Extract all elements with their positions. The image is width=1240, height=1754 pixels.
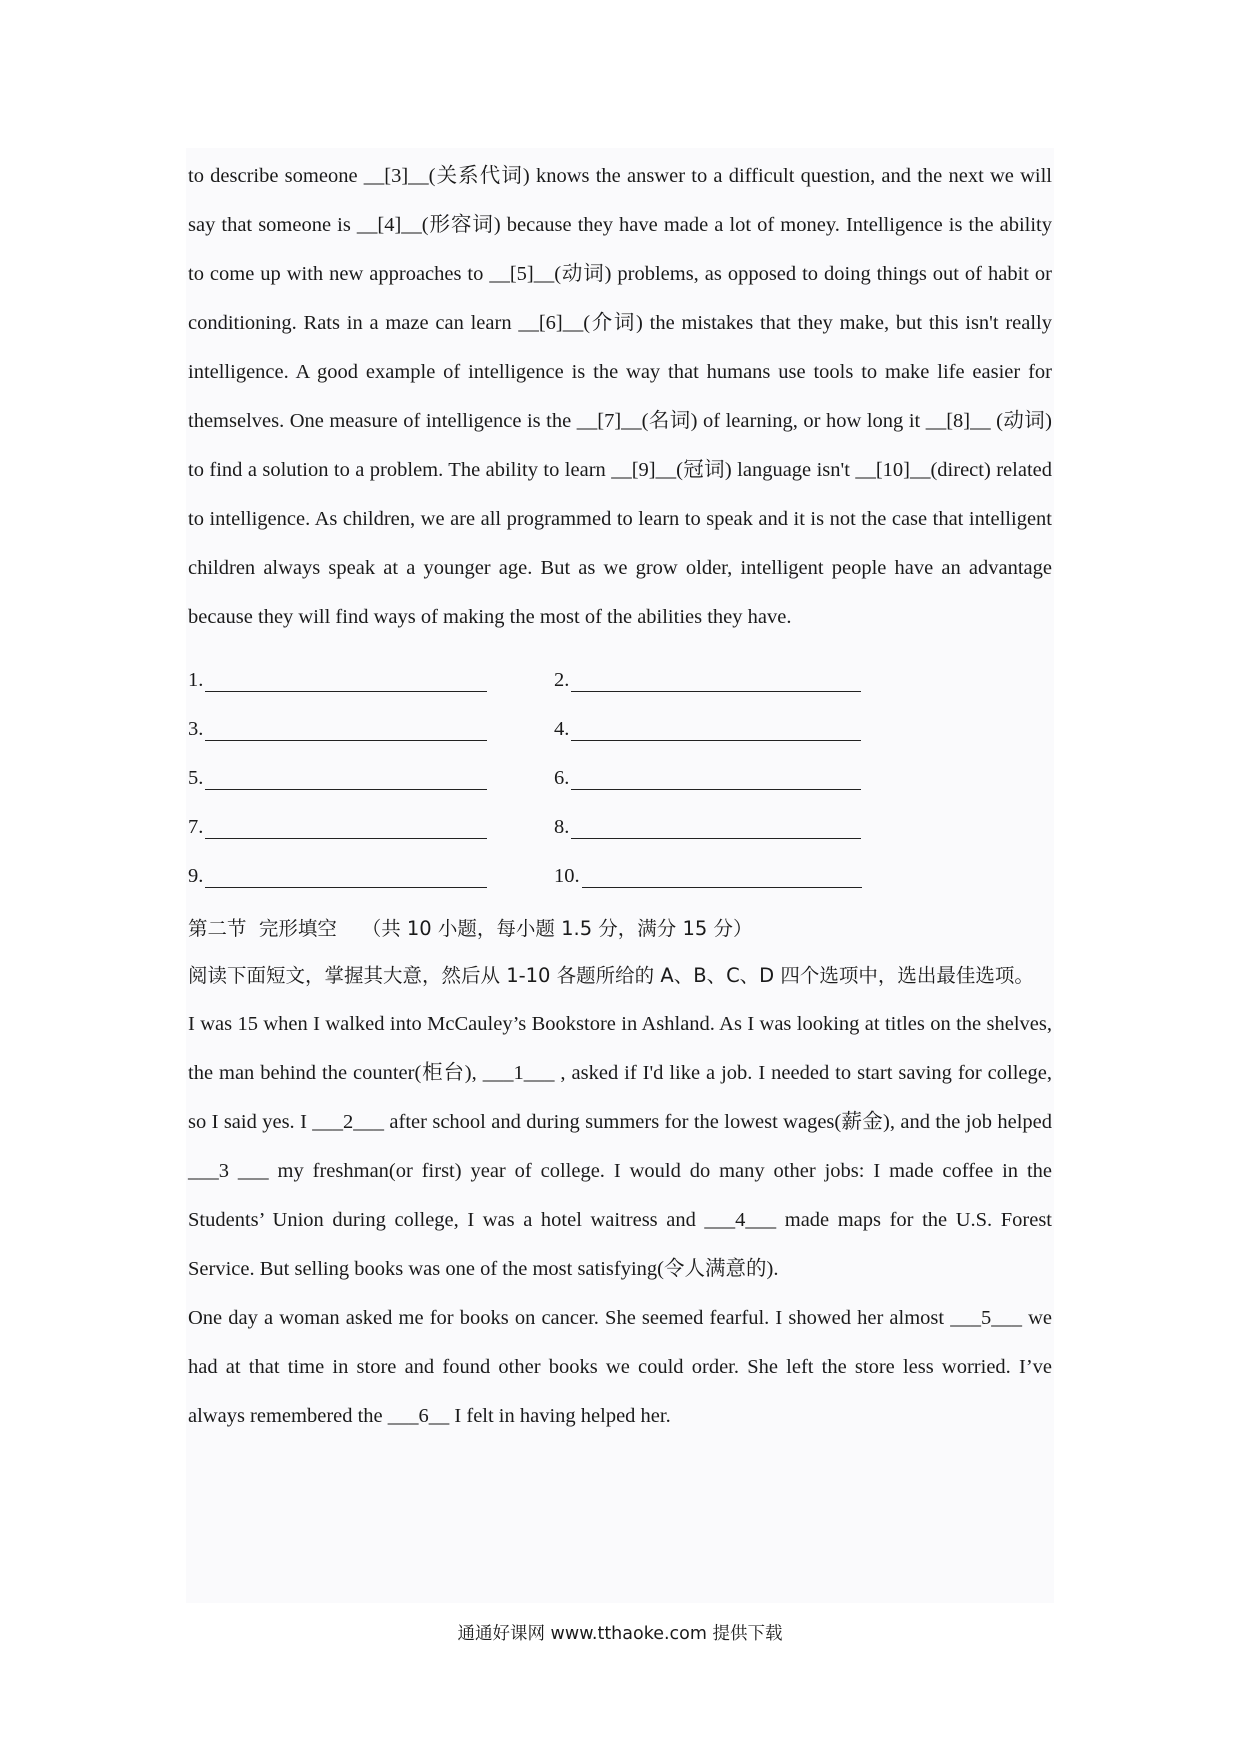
page-footer: 通通好课网 www.tthaoke.com 提供下载 <box>457 1624 783 1644</box>
answer-blank[interactable] <box>554 716 861 741</box>
answer-blank-number: 6. <box>554 767 570 789</box>
answer-blank-row <box>188 704 1052 753</box>
answer-blank-number: 8. <box>554 816 570 838</box>
answer-blank-line <box>571 814 861 839</box>
answer-blank[interactable] <box>188 863 554 888</box>
answer-blank-line <box>571 765 861 790</box>
answer-blank-number: 4. <box>554 718 570 740</box>
answer-blank[interactable] <box>188 716 554 741</box>
answer-blank-number: 1. <box>188 669 204 691</box>
answer-blank-line <box>205 716 487 741</box>
answer-blank-line <box>205 863 487 888</box>
answer-blank-number: 3. <box>188 718 204 740</box>
answer-blank-number: 10. <box>554 865 580 887</box>
answer-blank-line <box>571 716 861 741</box>
answer-blank-number: 7. <box>188 816 204 838</box>
answer-blank-row <box>188 802 1052 851</box>
answer-blank-line <box>571 667 861 692</box>
section-instruction: 阅读下面短文，掌握其大意，然后从 1-10 各题所给的 A、B、C、D 四个选项中，选出最佳选项。 <box>188 964 1034 987</box>
cloze-paragraph: One day a woman asked me for books on cancer. She seemed fearful. I showed her almost ___5___ we had at that time in store and found other books we could order. She left the store less worried. I’ve always remembered the ___6__ I felt in having helped her. <box>188 1307 1052 1427</box>
answer-blank[interactable] <box>554 667 861 692</box>
answer-blank-grid <box>188 655 1052 900</box>
answer-blank-row <box>188 655 1052 704</box>
section-title: 第二节 完形填空 （共 10 小题，每小题 1.5 分，满分 15 分） <box>188 917 753 940</box>
answer-blank-number: 2. <box>554 669 570 691</box>
answer-blank-row <box>188 753 1052 802</box>
answer-blank-line <box>205 765 487 790</box>
answer-blank[interactable] <box>554 863 862 888</box>
cloze-paragraph: I was 15 when I walked into McCauley’s Bookstore in Ashland. As I was looking at titles on the shelves, the man behind the counter(柜台), ___1___ , asked if I'd like a job. I needed to start saving for college, so I said yes. I ___2___ after school and during summers for the lowest wages(薪金), and the job helped ___3 ___ my freshman(or first) year of college. I would do many other jobs: I made coffee in the Students’ Union during college, I was a hotel waitress and ___4___ made maps for the U.S. Forest Service. But selling books was one of the most satisfying(令人满意的). <box>188 1013 1052 1280</box>
passage-paragraph: to describe someone __[3]__(关系代词) knows the answer to a difficult question, and the next we will say that someone is __[4]__(形容词) because they have made a lot of money. Intelligence is the ability to come up with new approaches to __[5]__(动词) problems, as opposed to doing things out of habit or conditioning. Rats in a maze can learn __[6]__(介词) the mistakes that they make, but this isn't really intelligence. A good example of intelligence is the way that humans use tools to make life easier for themselves. One measure of intelligence is the __[7]__(名词) of learning, or how long it __[8]__ (动词) to find a solution to a problem. The ability to learn __[9]__(冠词) language isn't __[10]__(direct) related to intelligence. As children, we are all programmed to learn to speak and it is not the case that intelligent children always speak at a younger age. But as we grow older, intelligent people have an advantage because they will find ways of making the most of the abilities they have. <box>188 165 1052 628</box>
answer-blank-line <box>205 667 487 692</box>
answer-blank[interactable] <box>188 667 554 692</box>
answer-blank[interactable] <box>188 814 554 839</box>
answer-blank-line <box>582 863 862 888</box>
answer-blank-number: 5. <box>188 767 204 789</box>
answer-blank-row <box>188 851 1052 900</box>
answer-blank[interactable] <box>554 814 861 839</box>
answer-blank-number: 9. <box>188 865 204 887</box>
answer-blank[interactable] <box>554 765 861 790</box>
answer-blank-line <box>205 814 487 839</box>
answer-blank[interactable] <box>188 765 554 790</box>
document-content <box>188 152 1052 1441</box>
